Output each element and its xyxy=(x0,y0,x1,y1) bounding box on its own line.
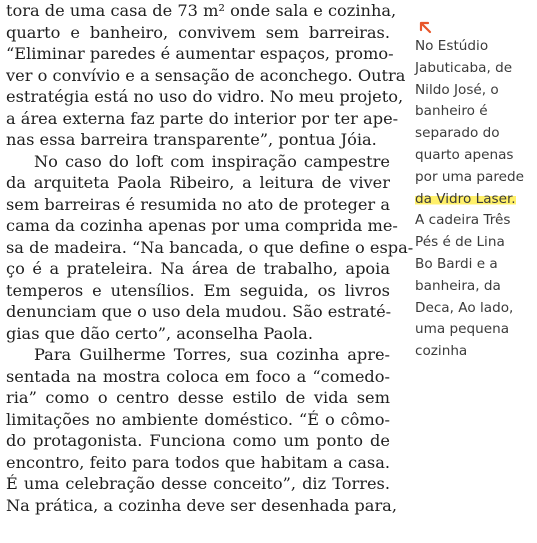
article-line: gias que dão certo”, aconselha Paola. xyxy=(6,323,313,343)
caption-line: A cadeira Três xyxy=(415,212,511,229)
article-line: a área externa faz parte do interior por ter ape- xyxy=(6,108,399,128)
article-line: estratégia está no uso do vidro. No meu projeto, xyxy=(6,87,404,106)
caption-line: Nildo José, o xyxy=(415,81,499,98)
article-line: nas essa barreira transparente”, pontua Jóia. xyxy=(6,130,377,149)
article-line: ver o convívio e a sensação de aconchego. Outra xyxy=(6,65,406,85)
caption-line: No Estúdio xyxy=(415,38,489,54)
caption-line: uma pequena xyxy=(415,321,510,338)
caption-line: Bo Bardi e a xyxy=(415,255,498,272)
article-body xyxy=(6,0,414,516)
article-line: da arquiteta Paola Ribeiro, a leitura de viver xyxy=(6,173,390,192)
article-line: Para Guilherme Torres, sua cozinha apre- xyxy=(34,345,390,364)
article-line: sem barreiras é resumida no ato de proteger a xyxy=(6,194,390,214)
article-line: sa de madeira. “Na bancada, o que define o espa- xyxy=(6,237,414,257)
article-line: É uma celebração desse conceito”, diz Torres. xyxy=(6,474,390,493)
article-line: denunciam que o uso dela mudou. São estraté- xyxy=(6,302,392,321)
article-line: cama da cozinha apenas por uma comprida me- xyxy=(6,216,398,235)
article-line: temperos e utensílios. Em seguida, os livros xyxy=(6,280,390,300)
article-line: ço é a prateleira. Na área de trabalho, apoia xyxy=(6,259,390,278)
caption-line: Jabuticaba, de xyxy=(415,59,513,76)
article-line: limitações no ambiente doméstico. “É o cômo- xyxy=(6,409,390,429)
caption-line: cozinha xyxy=(415,343,468,360)
caption-line: separado do xyxy=(415,125,500,142)
caption-line: por uma parede xyxy=(415,168,524,185)
caption-line: Deca, Ao lado, xyxy=(415,299,514,316)
article-line: do protagonista. Funciona como um ponto de xyxy=(6,431,390,450)
caption-line-highlighted xyxy=(415,189,533,211)
article-line: No caso do loft com inspiração campestre xyxy=(34,151,390,171)
article-line: Na prática, a cozinha deve ser desenhada para, xyxy=(6,495,397,515)
article-line: ria” como o centro desse estilo de vida sem xyxy=(6,388,390,407)
photo-caption xyxy=(415,20,533,363)
article-line: sentada na mostra coloca em foco a “comedo- xyxy=(6,366,390,386)
article-line: “Eliminar paredes é aumentar espaços, promo- xyxy=(6,44,394,63)
caption-line: quarto apenas xyxy=(415,146,514,163)
caption-line: Pés é de Lina xyxy=(415,234,505,251)
article-line: tora de uma casa de 73 m² onde sala e cozinha, xyxy=(6,1,397,20)
article-line: quarto e banheiro, convivem sem barreiras. xyxy=(6,22,390,42)
caption-line: banheira, da xyxy=(415,277,501,294)
article-line: encontro, feito para todos que habitam a casa. xyxy=(6,452,390,472)
highlight-mark: da Vidro Laser. xyxy=(415,190,516,207)
arrow-up-left-icon xyxy=(418,20,434,36)
caption-line: banheiro é xyxy=(415,103,488,120)
